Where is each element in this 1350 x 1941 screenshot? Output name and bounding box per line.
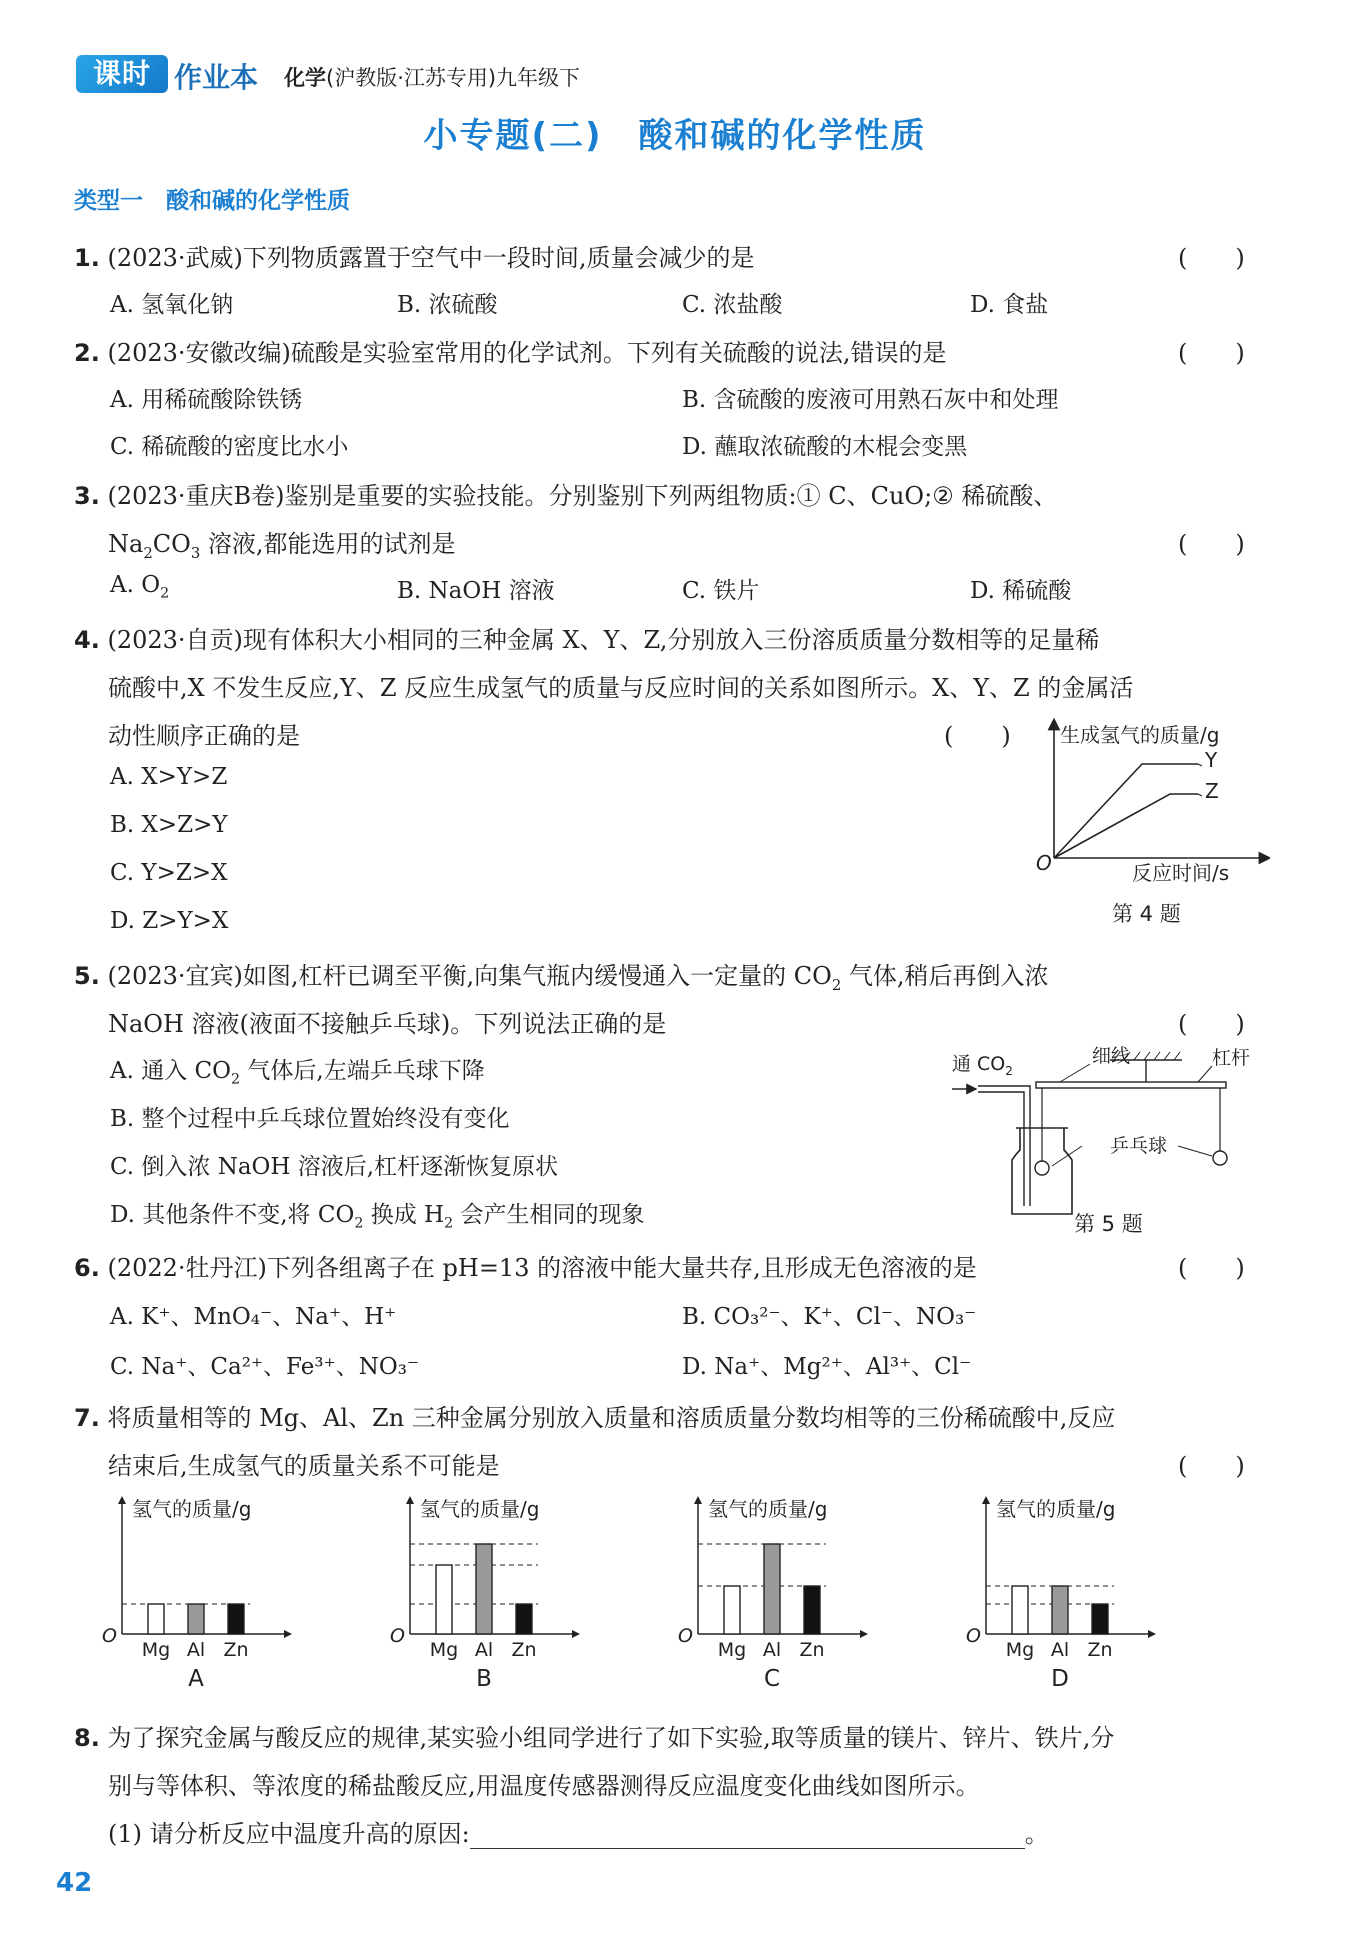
q3-text-2: 溶液,都能选用的试剂是 bbox=[200, 530, 456, 558]
bar-zn bbox=[516, 1604, 532, 1634]
q6-text: (2022·牡丹江)下列各组离子在 pH=13 的溶液中能大量共存,且形成无色溶液的是 bbox=[107, 1254, 977, 1282]
y-axis-label: 氢气的质量/g bbox=[420, 1497, 540, 1521]
bar-mg bbox=[1012, 1586, 1028, 1634]
q1-option-d: D. 食盐 bbox=[970, 292, 1049, 318]
q8-sub1 bbox=[108, 1814, 1049, 1849]
q5-ball-label: 乒乓球 bbox=[1110, 1135, 1168, 1157]
q1-option-c: C. 浓盐酸 bbox=[682, 292, 783, 318]
chart-option-label: D bbox=[1051, 1666, 1069, 1692]
q3-option-c: C. 铁片 bbox=[682, 578, 760, 604]
q7-chart-d bbox=[964, 1494, 1164, 1704]
q3-option-d: D. 稀硫酸 bbox=[970, 578, 1072, 604]
q3-number: 3. bbox=[74, 482, 100, 510]
q3-option-a bbox=[110, 572, 169, 602]
q4-label-y: Y bbox=[1205, 748, 1218, 772]
bar-al bbox=[1052, 1586, 1068, 1634]
y-axis-label: 氢气的质量/g bbox=[132, 1497, 252, 1521]
q4-caption: 第 4 题 bbox=[1112, 902, 1181, 926]
edition: (沪教版·江苏专用)九年级下 bbox=[326, 66, 581, 90]
q5-lever-label: 杠杆 bbox=[1212, 1047, 1251, 1069]
q3-formula-co: CO bbox=[152, 530, 191, 558]
q2-option-a: A. 用稀硫酸除铁锈 bbox=[110, 387, 303, 413]
q5-sub: 2 bbox=[354, 1215, 364, 1232]
q3-text-1: (2023·重庆B卷)鉴别是重要的实验技能。分别鉴别下列两组物质:① C、CuO;② 稀硫酸、 bbox=[107, 482, 1058, 510]
q4-answer-paren: ( ) bbox=[944, 722, 1011, 750]
q8-sub1-text: (1) 请分析反应中温度升高的原因: bbox=[108, 1820, 470, 1848]
q6-option-b: B. CO₃²⁻、K⁺、Cl⁻、NO₃⁻ bbox=[682, 1304, 977, 1330]
q7-answer-paren: ( ) bbox=[1178, 1452, 1245, 1480]
q8-number: 8. bbox=[74, 1724, 100, 1752]
q5-d-text: D. 其他条件不变,将 CO bbox=[110, 1202, 355, 1228]
metal-label: Zn bbox=[223, 1639, 249, 1661]
q4-option-c: C. Y>Z>X bbox=[110, 860, 228, 886]
q1-text: (2023·武威)下列物质露置于空气中一段时间,质量会减少的是 bbox=[107, 244, 755, 272]
ping-pong-ball-left bbox=[1035, 1161, 1049, 1175]
q2-option-c: C. 稀硫酸的密度比水小 bbox=[110, 434, 349, 460]
brand-name: 作业本 bbox=[174, 61, 259, 94]
q6-option-a: A. K⁺、MnO₄⁻、Na⁺、H⁺ bbox=[110, 1304, 397, 1330]
q3-answer-paren: ( ) bbox=[1178, 530, 1245, 558]
q5-sub: 2 bbox=[231, 1071, 241, 1088]
q5-caption: 第 5 题 bbox=[1074, 1212, 1143, 1236]
q2-answer-paren: ( ) bbox=[1178, 339, 1245, 367]
q2-option-b: B. 含硫酸的废液可用熟石灰中和处理 bbox=[682, 387, 1059, 413]
q5-sub: 2 bbox=[831, 975, 842, 994]
q8-sub1-end: 。 bbox=[1024, 1820, 1049, 1848]
metal-label: Al bbox=[186, 1639, 206, 1661]
origin-label: O bbox=[102, 1625, 117, 1647]
y-axis-label: 氢气的质量/g bbox=[708, 1497, 828, 1521]
chart-option-label: C bbox=[763, 1666, 781, 1692]
q4-figure bbox=[1030, 718, 1270, 893]
q5-stem-line2: NaOH 溶液(液面不接触乒乓球)。下列说法正确的是 bbox=[108, 1010, 667, 1038]
q6-answer-paren: ( ) bbox=[1178, 1254, 1245, 1282]
metal-label: Mg bbox=[1005, 1639, 1035, 1661]
bar-zn bbox=[804, 1586, 820, 1634]
q4-stem-line2: 硫酸中,X 不发生反应,Y、Z 反应生成氢气的质量与反应时间的关系如图所示。X、Y、Z 的金属活 bbox=[108, 674, 1134, 702]
q8-answer-blank[interactable] bbox=[470, 1826, 1025, 1849]
q4-option-d: D. Z>Y>X bbox=[110, 908, 229, 934]
q4-stem-line1 bbox=[74, 620, 1099, 655]
q5-sub: 2 bbox=[444, 1215, 454, 1232]
metal-label: Mg bbox=[717, 1639, 747, 1661]
section-heading: 类型一 酸和碱的化学性质 bbox=[74, 188, 350, 214]
q5-d-text: 会产生相同的现象 bbox=[453, 1202, 645, 1228]
book-subtitle bbox=[284, 62, 580, 92]
page-title: 小专题(二) 酸和碱的化学性质 bbox=[423, 116, 927, 156]
metal-label: Mg bbox=[429, 1639, 459, 1661]
q7-chart-a bbox=[100, 1494, 300, 1704]
q1-number: 1. bbox=[74, 244, 100, 272]
chart-option-label: A bbox=[188, 1666, 204, 1692]
page-number: 42 bbox=[56, 1868, 93, 1898]
origin-label: O bbox=[966, 1625, 981, 1647]
q3-formula-na: Na bbox=[108, 530, 144, 558]
q5-inlet-text: 通 CO bbox=[952, 1053, 1006, 1075]
q8-stem-line1 bbox=[74, 1718, 1114, 1753]
q1-answer-paren: ( ) bbox=[1178, 244, 1245, 272]
q8-stem-line2: 别与等体积、等浓度的稀盐酸反应,用温度传感器测得反应温度变化曲线如图所示。 bbox=[108, 1772, 980, 1800]
lever-bar bbox=[1036, 1082, 1226, 1088]
q3-sub: 3 bbox=[190, 543, 201, 562]
q6-number: 6. bbox=[74, 1254, 100, 1282]
q2-number: 2. bbox=[74, 339, 100, 367]
q4-y-axis-label: 生成氢气的质量/g bbox=[1060, 723, 1220, 747]
bar-zn bbox=[228, 1604, 244, 1634]
q4-label-z: Z bbox=[1205, 779, 1219, 803]
q5-option-b: B. 整个过程中乒乓球位置始终没有变化 bbox=[110, 1106, 510, 1132]
q4-x-axis-label: 反应时间/s bbox=[1132, 861, 1230, 885]
q3-sub: 2 bbox=[143, 543, 153, 562]
q1-option-a: A. 氢氧化钠 bbox=[110, 292, 234, 318]
q5-inlet-sub: 2 bbox=[1005, 1064, 1013, 1078]
metal-label: Zn bbox=[799, 1639, 825, 1661]
q3-sub: 2 bbox=[160, 585, 170, 602]
q3-option-b: B. NaOH 溶液 bbox=[397, 578, 555, 604]
q4-stem-line3: 动性顺序正确的是 bbox=[108, 722, 300, 750]
metal-label: Zn bbox=[511, 1639, 537, 1661]
q7-text-1: 将质量相等的 Mg、Al、Zn 三种金属分别放入质量和溶质质量分数均相等的三份稀硫酸中,反应 bbox=[107, 1404, 1116, 1432]
q6-option-d: D. Na⁺、Mg²⁺、Al³⁺、Cl⁻ bbox=[682, 1354, 972, 1380]
metal-label: Zn bbox=[1087, 1639, 1113, 1661]
q4-origin: O bbox=[1036, 851, 1052, 875]
q4-option-a: A. X>Y>Z bbox=[110, 764, 228, 790]
q2-stem bbox=[74, 333, 947, 368]
q5-option-a bbox=[110, 1052, 485, 1088]
curve-z bbox=[1054, 794, 1198, 858]
q3-stem-line1 bbox=[74, 476, 1057, 511]
q1-option-b: B. 浓硫酸 bbox=[397, 292, 498, 318]
q7-number: 7. bbox=[74, 1404, 100, 1432]
q5-a-text: 气体后,左端乒乓球下降 bbox=[240, 1058, 485, 1084]
origin-label: O bbox=[390, 1625, 405, 1647]
q5-option-c: C. 倒入浓 NaOH 溶液后,杠杆逐渐恢复原状 bbox=[110, 1154, 559, 1180]
q2-text: (2023·安徽改编)硫酸是实验室常用的化学试剂。下列有关硫酸的说法,错误的是 bbox=[107, 339, 947, 367]
q7-stem-line1 bbox=[74, 1398, 1115, 1433]
q4-option-b: B. X>Z>Y bbox=[110, 812, 228, 838]
q6-option-c: C. Na⁺、Ca²⁺、Fe³⁺、NO₃⁻ bbox=[110, 1354, 420, 1380]
q5-figure bbox=[950, 1038, 1270, 1218]
q5-d-text: 换成 H bbox=[363, 1202, 445, 1228]
bar-al bbox=[476, 1544, 492, 1634]
q5-a-text: A. 通入 CO bbox=[110, 1058, 231, 1084]
q4-number: 4. bbox=[74, 626, 100, 654]
metal-label: Al bbox=[474, 1639, 494, 1661]
q3-option-a-text: A. O bbox=[110, 572, 161, 598]
q5-text-1a: (2023·宜宾)如图,杠杆已调至平衡,向集气瓶内缓慢通入一定量的 CO bbox=[107, 962, 832, 990]
q7-chart-b bbox=[388, 1494, 588, 1704]
q7-stem-line2: 结束后,生成氢气的质量关系不可能是 bbox=[108, 1452, 500, 1480]
q7-chart-c bbox=[676, 1494, 876, 1704]
q5-option-d bbox=[110, 1196, 644, 1232]
q6-stem bbox=[74, 1248, 977, 1283]
metal-label: Mg bbox=[141, 1639, 171, 1661]
metal-label: Al bbox=[1050, 1639, 1070, 1661]
bar-mg bbox=[724, 1586, 740, 1634]
q5-thread-label: 细线 bbox=[1092, 1045, 1131, 1067]
q8-text-1: 为了探究金属与酸反应的规律,某实验小组同学进行了如下实验,取等质量的镁片、锌片、铁片,分 bbox=[107, 1724, 1115, 1752]
q5-text-1b: 气体,稍后再倒入浓 bbox=[841, 962, 1049, 990]
y-axis-label: 氢气的质量/g bbox=[996, 1497, 1116, 1521]
bar-al bbox=[188, 1604, 204, 1634]
bar-al bbox=[764, 1544, 780, 1634]
metal-label: Al bbox=[762, 1639, 782, 1661]
chart-option-label: B bbox=[476, 1666, 492, 1692]
q5-answer-paren: ( ) bbox=[1178, 1010, 1245, 1038]
q1-stem bbox=[74, 238, 755, 273]
q4-text-1: (2023·自贡)现有体积大小相同的三种金属 X、Y、Z,分别放入三份溶质质量分数相等的足量稀 bbox=[107, 626, 1100, 654]
q5-inlet-label bbox=[952, 1053, 1013, 1078]
q2-option-d: D. 蘸取浓硫酸的木棍会变黑 bbox=[682, 434, 968, 460]
q3-stem-line2 bbox=[108, 524, 456, 562]
curve-y bbox=[1054, 764, 1198, 858]
bar-mg bbox=[148, 1604, 164, 1634]
bar-mg bbox=[436, 1565, 452, 1634]
q5-stem-line1 bbox=[74, 956, 1049, 994]
brand-logo: 课时 bbox=[76, 55, 168, 93]
subject: 化学 bbox=[284, 66, 326, 90]
ping-pong-ball-right bbox=[1213, 1151, 1227, 1165]
q5-number: 5. bbox=[74, 962, 100, 990]
origin-label: O bbox=[678, 1625, 693, 1647]
bar-zn bbox=[1092, 1604, 1108, 1634]
